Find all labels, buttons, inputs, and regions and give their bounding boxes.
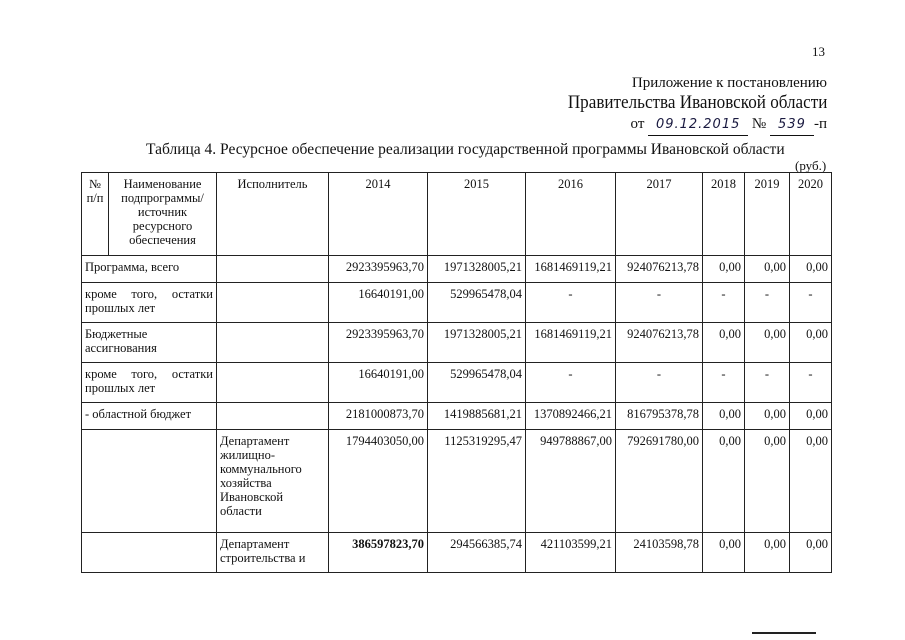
row-name: - областной бюджет xyxy=(82,403,217,430)
table-row xyxy=(82,430,832,533)
header-year: 2019 xyxy=(745,173,790,256)
value-cell: 1971328005,21 xyxy=(428,256,526,283)
value-cell: - xyxy=(616,363,703,403)
approval-line-1: Приложение к постановлению xyxy=(631,75,827,91)
row-name: Программа, всего xyxy=(82,256,217,283)
approval-date-line xyxy=(539,114,827,136)
value-cell: 0,00 xyxy=(745,323,790,363)
value-cell: 16640191,00 xyxy=(329,283,428,323)
value-cell: 24103598,78 xyxy=(616,533,703,573)
value-cell: - xyxy=(745,283,790,323)
value-cell: 1681469119,21 xyxy=(526,323,616,363)
value-cell: 1681469119,21 xyxy=(526,256,616,283)
header-year: 2017 xyxy=(616,173,703,256)
value-cell: 16640191,00 xyxy=(329,363,428,403)
row-executor: Департамент строительства и xyxy=(217,533,329,573)
decree-number: 539 xyxy=(770,115,814,136)
value-cell: 1971328005,21 xyxy=(428,323,526,363)
value-cell: 294566385,74 xyxy=(428,533,526,573)
value-cell: 0,00 xyxy=(745,430,790,533)
decree-date: 09.12.2015 xyxy=(648,115,748,136)
row-name: кроме того, остатки прошлых лет xyxy=(82,283,217,323)
approval-block xyxy=(539,74,827,136)
value-cell: 0,00 xyxy=(790,403,832,430)
scan-mark xyxy=(752,632,816,634)
row-executor xyxy=(217,323,329,363)
number-prefix: № xyxy=(751,116,767,132)
value-cell: 816795378,78 xyxy=(616,403,703,430)
value-cell: 0,00 xyxy=(745,403,790,430)
value-cell: - xyxy=(703,363,745,403)
approval-line-2: Правительства Ивановской области xyxy=(567,92,827,113)
value-cell: - xyxy=(616,283,703,323)
value-cell: 529965478,04 xyxy=(428,363,526,403)
header-executor: Исполнитель xyxy=(217,173,329,256)
table-header-row xyxy=(82,173,832,256)
value-cell: 792691780,00 xyxy=(616,430,703,533)
value-cell: 421103599,21 xyxy=(526,533,616,573)
value-cell: 924076213,78 xyxy=(616,256,703,283)
value-cell: 0,00 xyxy=(745,533,790,573)
date-prefix: от xyxy=(630,116,645,132)
table-row xyxy=(82,533,832,573)
value-cell: 924076213,78 xyxy=(616,323,703,363)
row-name xyxy=(82,430,217,533)
table-row xyxy=(82,363,832,403)
header-year: 2015 xyxy=(428,173,526,256)
value-cell: 1794403050,00 xyxy=(329,430,428,533)
value-cell: 2181000873,70 xyxy=(329,403,428,430)
value-cell: 0,00 xyxy=(790,323,832,363)
value-cell: - xyxy=(790,363,832,403)
value-cell: - xyxy=(790,283,832,323)
header-year: 2018 xyxy=(703,173,745,256)
number-suffix: -п xyxy=(813,116,827,132)
row-name xyxy=(82,533,217,573)
header-name: Наименование подпрограммы/ источник ресурсного обеспечения xyxy=(109,173,217,256)
table-row xyxy=(82,323,832,363)
value-cell: 0,00 xyxy=(790,256,832,283)
row-name: Бюджетные ассигнования xyxy=(82,323,217,363)
value-cell: 0,00 xyxy=(703,430,745,533)
page-number: 13 xyxy=(812,44,825,59)
value-cell: - xyxy=(526,283,616,323)
value-cell: 1370892466,21 xyxy=(526,403,616,430)
value-cell: 0,00 xyxy=(703,323,745,363)
table-row xyxy=(82,283,832,323)
header-year: 2014 xyxy=(329,173,428,256)
row-executor xyxy=(217,283,329,323)
row-executor xyxy=(217,256,329,283)
value-cell: 0,00 xyxy=(745,256,790,283)
value-cell xyxy=(329,533,428,573)
value-cell: 529965478,04 xyxy=(428,283,526,323)
row-executor xyxy=(217,403,329,430)
value-cell: 2923395963,70 xyxy=(329,323,428,363)
value-cell: 0,00 xyxy=(703,533,745,573)
table-row xyxy=(82,256,832,283)
value-cell: 0,00 xyxy=(703,403,745,430)
row-name: кроме того, остатки прошлых лет xyxy=(82,363,217,403)
value-cell: - xyxy=(526,363,616,403)
value-cell: 2923395963,70 xyxy=(329,256,428,283)
value-cell: 0,00 xyxy=(790,430,832,533)
value-cell: - xyxy=(703,283,745,323)
row-executor xyxy=(217,363,329,403)
value-emphasis: 386597823,70 xyxy=(352,537,424,551)
header-year: 2016 xyxy=(526,173,616,256)
table-title: Таблица 4. Ресурсное обеспечение реализации государственной программы Ивановской области xyxy=(146,141,785,158)
value-cell: 0,00 xyxy=(703,256,745,283)
unit-label: (руб.) xyxy=(795,158,827,173)
header-num: № п/п xyxy=(82,173,109,256)
value-cell: 0,00 xyxy=(790,533,832,573)
header-year: 2020 xyxy=(790,173,832,256)
value-cell: - xyxy=(745,363,790,403)
row-executor: Департамент жилищно-коммунального хозяйства Ивановской области xyxy=(217,430,329,533)
value-cell: 1419885681,21 xyxy=(428,403,526,430)
value-cell: 1125319295,47 xyxy=(428,430,526,533)
resource-table xyxy=(81,172,832,573)
table-row xyxy=(82,403,832,430)
value-cell: 949788867,00 xyxy=(526,430,616,533)
